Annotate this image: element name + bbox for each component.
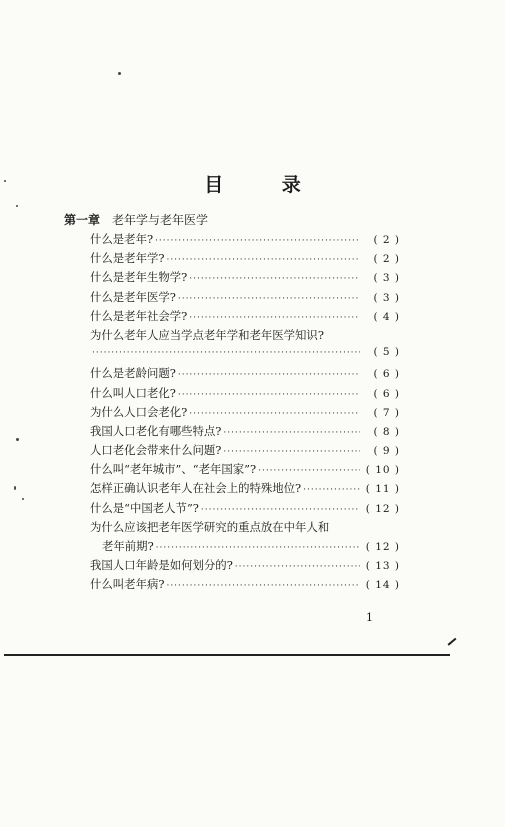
toc-entry-continuation[interactable] xyxy=(90,538,400,557)
toc-entry[interactable] xyxy=(90,269,400,288)
toc-entry[interactable] xyxy=(90,250,400,269)
leader-dots xyxy=(235,562,360,572)
toc-entry[interactable] xyxy=(90,308,400,327)
scan-edge-line xyxy=(4,654,450,656)
toc-entry-label: 什么叫“老年城市”、“老年国家”? xyxy=(90,462,257,477)
toc-entry-label: 人口老化会带来什么问题? xyxy=(90,443,222,458)
toc-page-number: ( 12 ) xyxy=(365,502,400,515)
leader-dots xyxy=(303,485,360,495)
leader-dots xyxy=(178,370,360,380)
toc-entry[interactable] xyxy=(90,557,400,576)
leader-dots xyxy=(189,313,360,323)
toc-entry-label: 什么是“中国老人节”? xyxy=(90,500,199,515)
toc-page-number: ( 12 ) xyxy=(365,541,400,553)
scan-speck xyxy=(118,72,121,75)
toc-page-number: ( 11 ) xyxy=(365,483,400,496)
toc-entry-label: 什么是老年社会学? xyxy=(90,308,188,323)
toc-entry[interactable] xyxy=(90,404,400,423)
page-title: 目 录 xyxy=(204,174,327,196)
toc-entry-label: 什么是老年学? xyxy=(90,251,165,266)
toc-page-number: ( 13 ) xyxy=(365,560,400,573)
toc-page-number: ( 6 ) xyxy=(373,387,400,400)
leader-dots xyxy=(156,543,360,553)
leader-dots xyxy=(166,581,360,591)
leader-dots xyxy=(223,447,360,457)
toc-entry-label: 为什么人口会老化? xyxy=(90,404,188,419)
scan-speck xyxy=(14,486,16,490)
toc-entry-label: 什么叫人口老化? xyxy=(90,385,176,400)
toc-page-number: ( 2 ) xyxy=(373,253,400,266)
toc-page-number: ( 2 ) xyxy=(373,234,400,246)
toc-entry-label: 什么是老年? xyxy=(90,232,154,246)
toc-entry[interactable] xyxy=(90,500,400,519)
toc-page-number: ( 7 ) xyxy=(373,406,400,419)
toc-page-number: ( 3 ) xyxy=(373,272,400,285)
toc-entry-label: 我国人口老化有哪些特点? xyxy=(90,423,222,438)
toc-entry-label: 什么是老年医学? xyxy=(90,289,176,304)
toc-entry-label: 为什么老年人应当学点老年学和老年医学知识? xyxy=(90,327,324,342)
leader-dots xyxy=(223,428,360,438)
toc-entry[interactable] xyxy=(90,576,400,595)
toc-entry[interactable] xyxy=(90,289,400,308)
toc-entry[interactable] xyxy=(90,365,400,384)
toc-page-number: ( 3 ) xyxy=(373,291,400,304)
toc-page-number: ( 8 ) xyxy=(373,425,400,438)
scan-speck xyxy=(16,438,19,441)
leader-dots xyxy=(155,236,360,246)
leader-dots xyxy=(92,348,360,358)
toc-entry-label: 我国人口年龄是如何划分的? xyxy=(90,558,233,573)
toc-entry[interactable] xyxy=(90,461,400,480)
toc-list xyxy=(90,231,400,596)
toc-entry[interactable] xyxy=(90,480,400,499)
toc-entry-label: 什么是老年生物学? xyxy=(90,270,188,285)
toc-entry-label: 老年前期? xyxy=(102,539,154,553)
toc-entry[interactable] xyxy=(90,519,400,538)
page-folio: 1 xyxy=(366,611,373,624)
leader-dots xyxy=(189,274,360,284)
toc-entry[interactable] xyxy=(90,385,400,404)
leader-dots xyxy=(178,294,360,304)
scan-speck xyxy=(22,498,24,500)
toc-entry-label: 怎样正确认识老年人在社会上的特殊地位? xyxy=(90,481,302,496)
chapter-number: 第一章 xyxy=(64,213,101,227)
toc-entry[interactable] xyxy=(90,231,400,250)
toc-page-number: ( 14 ) xyxy=(365,579,400,592)
leader-dots xyxy=(178,390,360,400)
leader-dots xyxy=(189,409,360,419)
chapter-title: 老年学与老年医学 xyxy=(112,213,209,227)
toc-page-number: ( 4 ) xyxy=(373,310,400,323)
toc-page-number: ( 6 ) xyxy=(373,368,400,381)
toc-page-number: ( 9 ) xyxy=(373,445,400,458)
toc-entry-label: 什么叫老年病? xyxy=(90,577,165,592)
toc-entry-label: 什么是老龄问题? xyxy=(90,366,176,381)
leader-dots xyxy=(166,255,360,265)
toc-entry[interactable] xyxy=(90,423,400,442)
chapter-heading xyxy=(64,211,208,228)
toc-entry-continuation[interactable] xyxy=(90,346,400,365)
scan-edge-line-tail xyxy=(448,638,457,646)
toc-page-number: ( 10 ) xyxy=(365,464,400,477)
leader-dots xyxy=(201,505,360,515)
scan-speck xyxy=(16,205,18,207)
toc-page-number: ( 5 ) xyxy=(373,346,400,359)
leader-dots xyxy=(258,466,360,476)
toc-entry-label: 为什么应该把老年医学研究的重点放在中年人和 xyxy=(90,519,330,534)
toc-entry[interactable] xyxy=(90,442,400,461)
toc-entry[interactable] xyxy=(90,327,400,346)
